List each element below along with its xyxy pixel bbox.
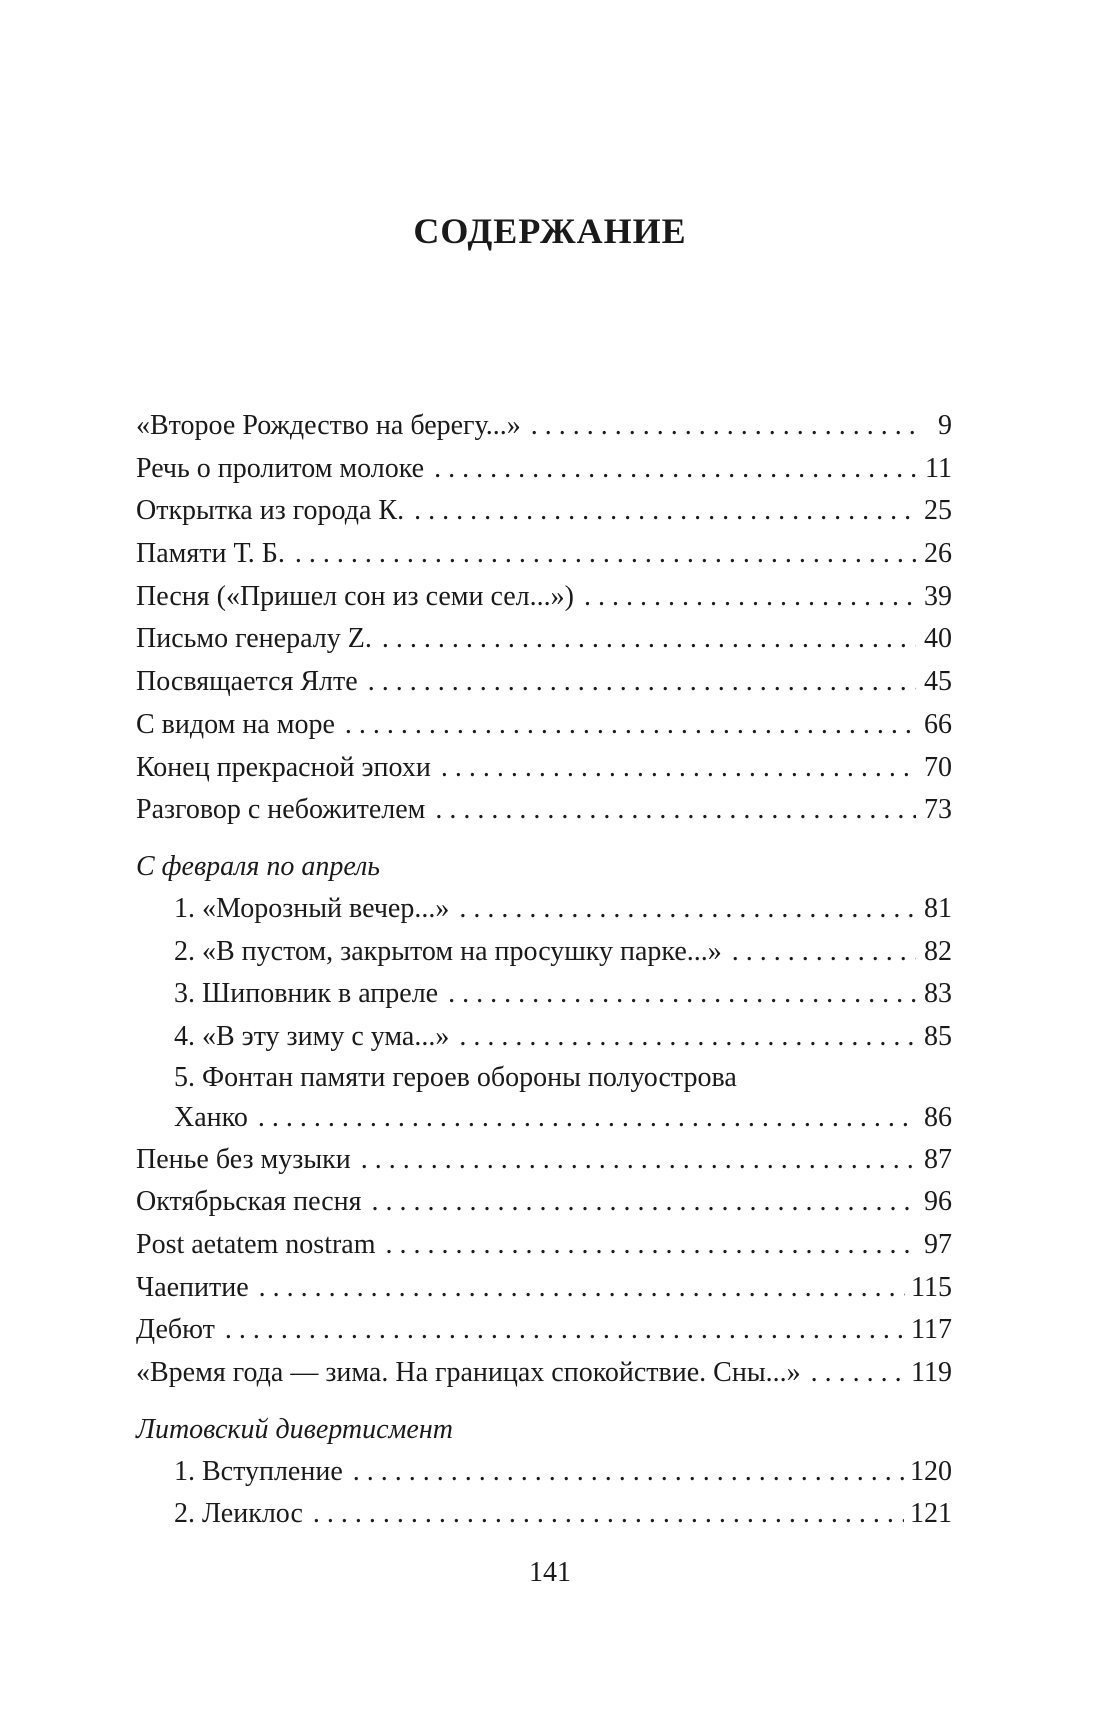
toc-entry-title: Октябрьская песня xyxy=(136,1186,362,1218)
toc-entry-title: Дебют xyxy=(136,1314,215,1346)
toc-entry-page: 70 xyxy=(924,751,952,783)
toc-entry-page: 97 xyxy=(924,1229,952,1260)
dot-leader xyxy=(372,1181,916,1224)
dot-leader xyxy=(353,1451,904,1494)
toc-subentry[interactable] xyxy=(136,931,952,974)
toc-entry-title: 1. Вступление xyxy=(174,1455,343,1487)
toc-entry-page: 83 xyxy=(924,978,952,1010)
dot-leader xyxy=(459,1016,916,1059)
toc-entry-page: 120 xyxy=(910,1455,952,1487)
dot-leader xyxy=(295,533,916,576)
toc-entry[interactable] xyxy=(136,1267,952,1310)
toc-entry-title: 3. Шиповник в апреле xyxy=(174,978,439,1010)
toc-subentry[interactable] xyxy=(136,1016,952,1059)
toc-entry-page: 121 xyxy=(910,1498,952,1530)
dot-leader xyxy=(448,973,916,1016)
toc-entry[interactable] xyxy=(136,704,952,747)
toc-entry-title: 2. «В пустом, закрытом на просушку парке...» xyxy=(174,935,722,967)
dot-leader xyxy=(382,618,916,661)
toc-entry-page: 66 xyxy=(924,708,952,740)
toc-entry-page: 39 xyxy=(924,580,952,612)
dot-leader xyxy=(459,888,916,931)
toc-entry[interactable] xyxy=(136,1139,952,1182)
toc-entry-title: Песня («Пришел сон из семи сел...») xyxy=(136,580,574,612)
toc-section-title: С февраля по апрель xyxy=(136,850,381,882)
toc-entry[interactable] xyxy=(136,661,952,704)
toc-entry-title: Памяти Т. Б. xyxy=(136,538,285,570)
toc-entry[interactable] xyxy=(136,448,952,491)
dot-leader xyxy=(259,1267,905,1310)
toc-entry[interactable] xyxy=(136,490,952,533)
toc-entry[interactable] xyxy=(136,618,952,661)
toc-entry-title: 1. «Морозный вечер...» xyxy=(174,892,450,924)
page-number: 141 xyxy=(529,1557,571,1588)
toc-entry-page: 96 xyxy=(924,1186,952,1218)
toc-entry-page: 119 xyxy=(911,1357,952,1389)
dot-leader xyxy=(225,1309,905,1352)
toc-entry-page: 26 xyxy=(924,538,952,570)
toc-entry-page: 81 xyxy=(924,892,952,924)
toc-entry[interactable] xyxy=(136,789,952,832)
toc-entry-page: 117 xyxy=(911,1314,952,1346)
dot-leader xyxy=(368,661,916,704)
dot-leader xyxy=(258,1097,916,1139)
toc-section-title: Литовский дивертисмент xyxy=(136,1413,453,1445)
toc-subentry[interactable] xyxy=(136,888,952,931)
toc-subentry[interactable] xyxy=(136,1493,952,1536)
toc-entry[interactable] xyxy=(136,576,952,619)
dot-leader xyxy=(313,1493,904,1536)
dot-leader xyxy=(345,704,916,747)
toc-entry-title: Речь о пролитом молоке xyxy=(136,452,425,484)
toc-entry-title: Конец прекрасной эпохи xyxy=(136,751,431,783)
toc-entry-title: «Второе Рождество на берегу...» xyxy=(136,410,521,441)
dot-leader xyxy=(386,1224,916,1267)
toc-entry-page: 82 xyxy=(924,935,952,967)
toc-entry-page: 87 xyxy=(924,1143,952,1175)
toc-entry[interactable] xyxy=(136,1352,952,1395)
toc-entry-title: Чаепитие xyxy=(136,1271,249,1303)
toc-entry-page: 85 xyxy=(924,1020,952,1052)
toc-entry-title: Разговор с небожителем xyxy=(136,794,426,826)
dot-leader xyxy=(361,1139,916,1182)
dot-leader xyxy=(531,405,916,448)
toc-entry-title: Открытка из города К. xyxy=(136,495,405,527)
toc-entry-page: 86 xyxy=(924,1101,952,1133)
toc-entry-title: 4. «В эту зиму с ума...» xyxy=(174,1020,450,1052)
toc-entry[interactable] xyxy=(136,405,952,448)
toc-entry-title: 2. Леиклос xyxy=(174,1498,303,1530)
toc-subentry[interactable] xyxy=(136,1059,952,1139)
toc-entry-page: 73 xyxy=(924,794,952,826)
toc-entry[interactable] xyxy=(136,1181,952,1224)
toc-entry-page: 45 xyxy=(924,666,952,698)
dot-leader xyxy=(584,576,916,619)
dot-leader xyxy=(811,1352,905,1395)
toc-subentry[interactable] xyxy=(136,1451,952,1494)
dot-leader xyxy=(435,789,916,832)
toc-entry[interactable] xyxy=(136,1224,952,1267)
toc-entry-title: «Время года — зима. На границах спокойствие. Сны...» xyxy=(136,1357,801,1389)
dot-leader xyxy=(414,490,916,533)
dot-leader xyxy=(434,448,916,491)
toc-entry-title: Письмо генералу Z. xyxy=(136,623,372,655)
toc-entry[interactable] xyxy=(136,747,952,790)
table-of-contents xyxy=(136,405,952,1536)
toc-entry[interactable] xyxy=(136,1309,952,1352)
toc-entry-page: 115 xyxy=(911,1271,952,1303)
toc-entry[interactable] xyxy=(136,533,952,576)
toc-entry-title: 5. Фонтан памяти героев обороны полуострова xyxy=(174,1061,737,1093)
toc-subentry[interactable] xyxy=(136,973,952,1016)
toc-entry-title: С видом на море xyxy=(136,708,335,740)
toc-entry-title: Посвящается Ялте xyxy=(136,666,358,698)
toc-entry-page: 40 xyxy=(924,623,952,655)
toc-entry-page: 9 xyxy=(938,410,952,441)
toc-entry-title-continued: Ханко xyxy=(174,1101,248,1133)
toc-entry-title: Пенье без музыки xyxy=(136,1143,351,1175)
dot-leader xyxy=(732,931,916,974)
dot-leader xyxy=(441,747,916,790)
page-title: СОДЕРЖАНИЕ xyxy=(413,211,687,251)
toc-entry-title: Post aetatem nostram xyxy=(136,1229,376,1260)
toc-entry-page: 25 xyxy=(924,495,952,527)
toc-entry-page: 11 xyxy=(925,452,952,484)
